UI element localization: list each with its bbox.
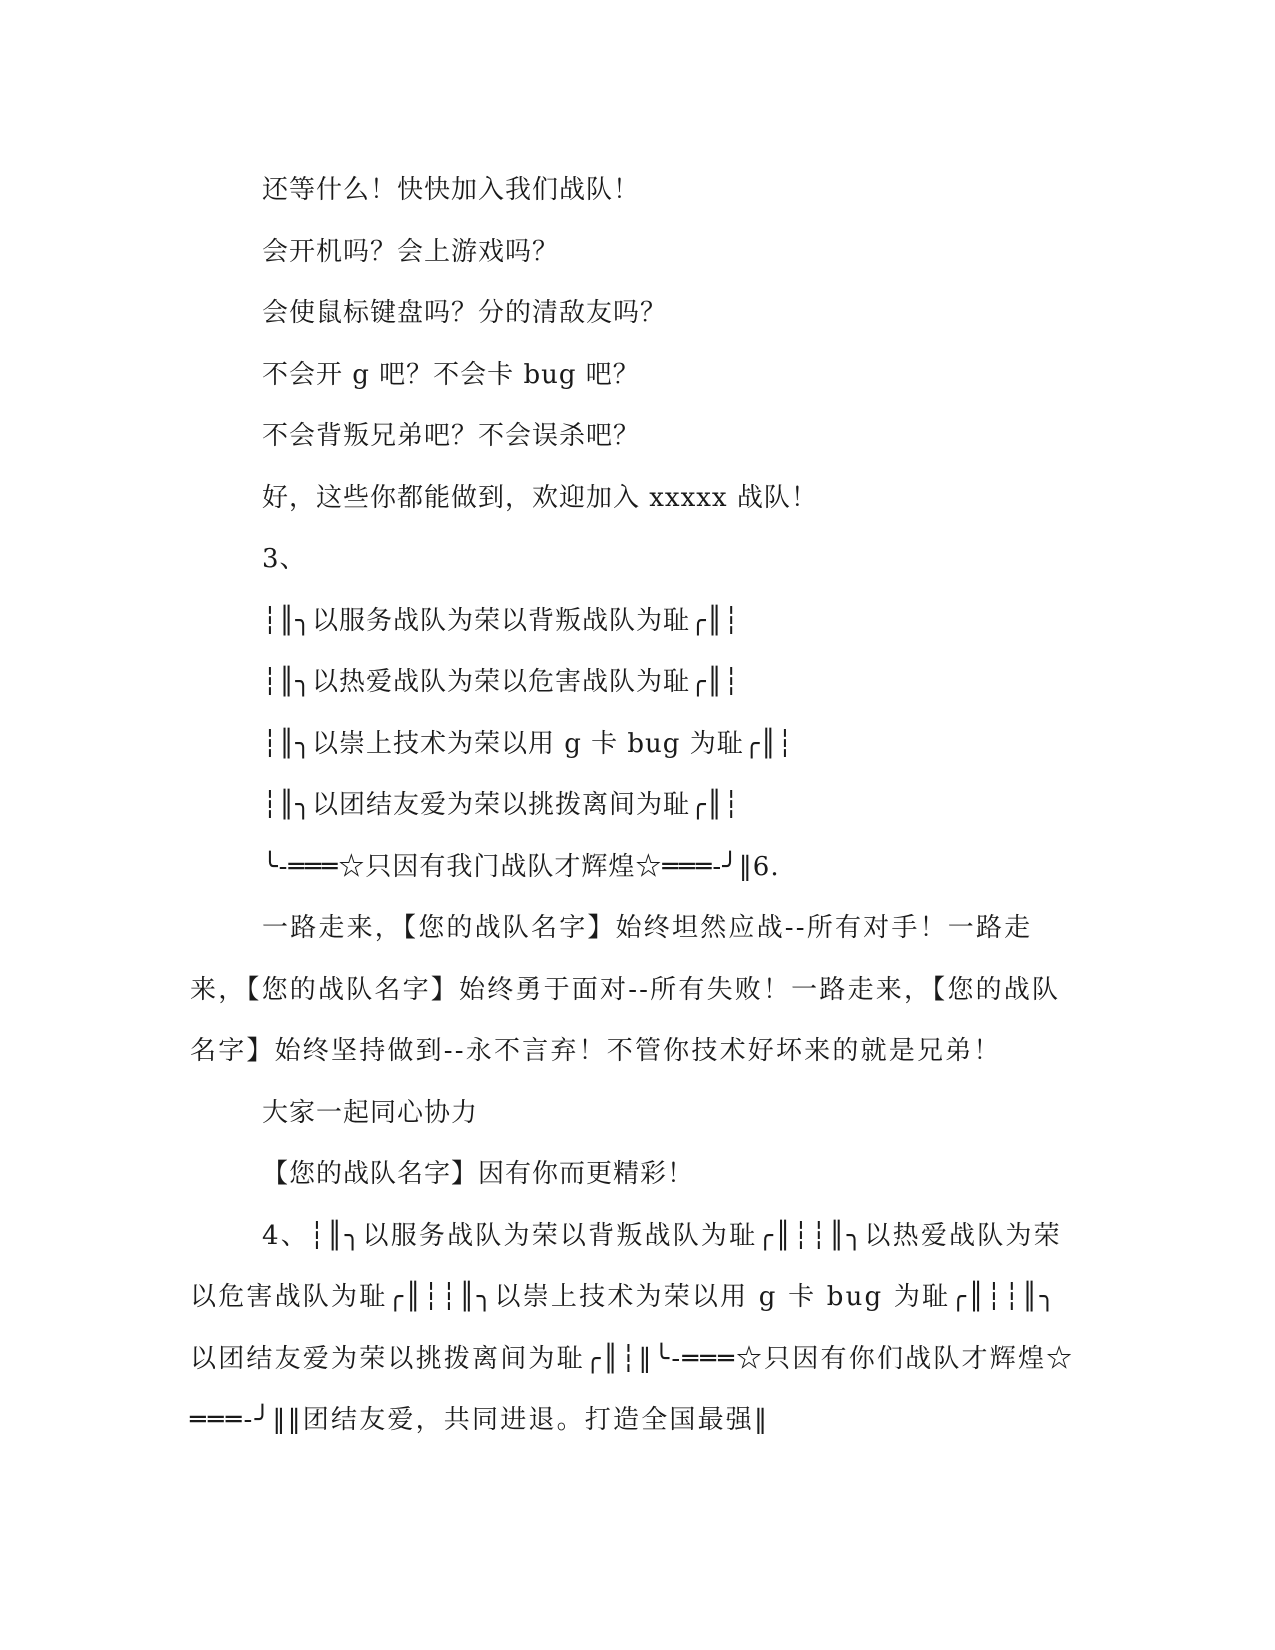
text-line: 不会背叛兄弟吧？不会误杀吧？	[262, 421, 641, 451]
text-line: 【您的战队名字】因有你而更精彩！	[262, 1159, 695, 1189]
text-line: 好，这些你都能做到，欢迎加入 xxxxx 战队！	[262, 482, 818, 513]
text-line: 不会开 g 吧？不会卡 bug 吧？	[262, 359, 640, 390]
motto-line: ┆║╮以服务战队为荣以背叛战队为耻╭║┆	[262, 605, 740, 636]
text-line: 还等什么！快快加入我们战队！	[262, 175, 641, 205]
motto-line: ┆║╮以团结友爱为荣以挑拨离间为耻╭║┆	[262, 790, 740, 820]
text-line: 会开机吗？会上游戏吗？	[262, 236, 560, 267]
text-line: 大家一起同心协力	[262, 1097, 479, 1128]
paragraph-journey: 一路走来，【您的战队名字】始终坦然应战--所有对手！一路走来，【您的战队名字】始终勇于面对--所有失败！一路走来，【您的战队名字】始终坚持做到--永不言弃！不管你技术好坏来的就是兄弟！	[190, 913, 1061, 1066]
motto-line: ┆║╮以崇上技术为荣以用 g 卡 bug 为耻╭║┆	[262, 728, 794, 759]
text-line: 会使鼠标键盘吗？分的清敌友吗？	[262, 298, 668, 328]
section-number: 3、	[262, 544, 307, 574]
motto-footer-line: ╰-═══☆只因有我门战队才辉煌☆═══-╯‖6.	[262, 851, 780, 882]
motto-line: ┆║╮以热爱战队为荣以危害战队为耻╭║┆	[262, 667, 740, 697]
document-body	[190, 160, 1085, 1452]
paragraph-motto-4: 4、┆║╮以服务战队为荣以背叛战队为耻╭║┆┆║╮以热爱战队为荣以危害战队为耻╭║┆┆║╮以崇上技术为荣以用 g 卡 bug 为耻╭║┆┆║╮以团结友爱为荣以挑拨离间为耻╭║┆‖╰-═══☆只因有你们战队才辉煌☆═══-╯‖‖团结友爱，共同进退。打造全国最强‖	[190, 1220, 1075, 1435]
